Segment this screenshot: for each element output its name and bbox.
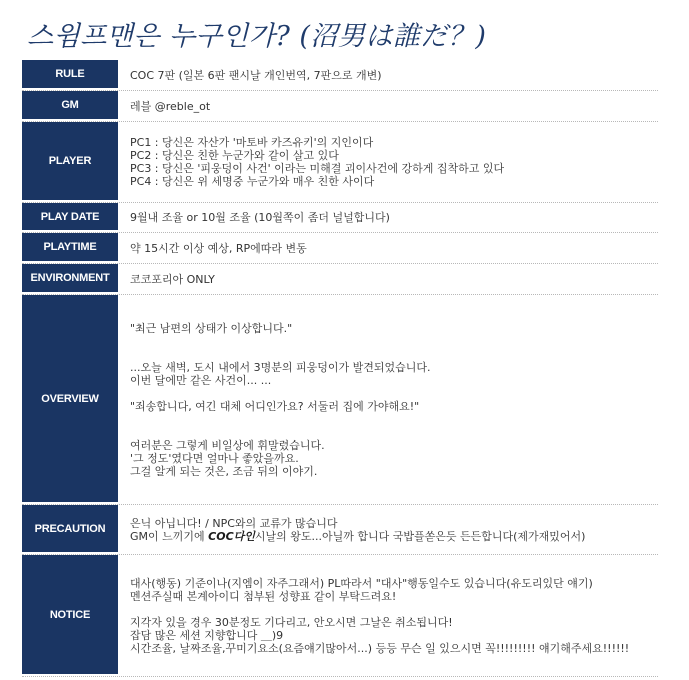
row-play-date xyxy=(22,203,658,233)
notice-line: 지각자 있을 경우 30분정도 기다리고, 안오시면 그날은 취소됩니다! xyxy=(130,615,453,629)
play-date-label: PLAY DATE xyxy=(22,203,118,232)
player-value xyxy=(118,122,658,202)
row-precaution xyxy=(22,505,658,555)
overview-line: ...오늘 새벽, 도시 내에서 3명분의 피웅덩이가 발견되었습니다. xyxy=(130,360,431,374)
precaution-line: 은닉 아닙니다! / NPC와의 교류가 많습니다 xyxy=(130,516,338,530)
overview-value xyxy=(118,295,658,504)
environment-label: ENVIRONMENT xyxy=(22,264,118,294)
row-environment xyxy=(22,264,658,295)
precaution-text: GM이 느끼기에 xyxy=(130,529,209,543)
gm-label: GM xyxy=(22,91,118,121)
rule-label: RULE xyxy=(22,60,118,90)
row-overview xyxy=(22,295,658,505)
overview-line: 그걸 알게 되는 것은, 조금 뒤의 이야기. xyxy=(130,464,318,478)
notice-label: NOTICE xyxy=(22,555,118,676)
overview-line: "죄송합니다, 여긴 대체 어디인가요? 서둘러 집에 가야해요!" xyxy=(130,399,420,413)
precaution-label: PRECAUTION xyxy=(22,505,118,554)
play-date-value: 9월내 조율 or 10월 조율 (10월쪽이 좀더 널널합니다) xyxy=(130,211,390,224)
precaution-text: 시날의 왕도...아닐까 합니다 국밥플쏟은듯 든든합니다(제가재밌어서) xyxy=(254,529,586,543)
page-title: 스윔프맨은 누구인가? (沼男は誰だ？) xyxy=(27,21,487,52)
player-line: PC3 : 당신은 '피웅덩이 사건' 이라는 미해결 괴이사건에 강하게 집착하고 있다 xyxy=(130,162,505,175)
overview-line: "최근 남편의 상태가 이상합니다." xyxy=(130,321,293,335)
notice-line: 잡담 많은 세션 지향합니다 ＿)9 xyxy=(130,628,284,642)
row-gm xyxy=(22,91,658,122)
notice-line: 대사(행동) 기준이나(지엠이 자주그래서) PL따라서 "대사"행동일수도 있습니다(유도리있단 얘기) xyxy=(130,576,593,590)
player-line: PC4 : 당신은 위 세명중 누군가와 매우 친한 사이다 xyxy=(130,175,375,188)
notice-line: 멘션주실때 본계아이디 첨부된 성향표 같이 부탁드려요! xyxy=(130,589,397,603)
playtime-value: 약 15시간 이상 예상, RP에따라 변동 xyxy=(130,241,307,255)
player-label: PLAYER xyxy=(22,122,118,202)
playtime-label: PLAYTIME xyxy=(22,233,118,263)
rule-value: COC 7판 (일본 6판 팬시날 개인번역, 7판으로 개변) xyxy=(130,68,382,82)
player-line: PC2 : 당신은 친한 누군가와 같이 살고 있다 xyxy=(130,149,339,162)
precaution-line xyxy=(130,530,658,543)
row-player xyxy=(22,122,658,203)
environment-value: 코코포리아 ONLY xyxy=(130,272,215,286)
row-playtime xyxy=(22,233,658,264)
notice-value xyxy=(118,555,658,676)
overview-label: OVERVIEW xyxy=(22,295,118,504)
gm-value: 레블 @reble_ot xyxy=(130,99,211,113)
overview-line: 이번 달에만 같은 사건이... ... xyxy=(130,373,272,387)
overview-line: 여러분은 그렇게 비일상에 휘말렸습니다. xyxy=(130,438,325,452)
info-table xyxy=(22,60,658,677)
row-rule xyxy=(22,60,658,91)
notice-line: 시간조율, 날짜조율,꾸미기요소(요즘얘기많아서...) 등등 무슨 일 있으시면 꼭!!!!!!!!! 얘기해주세요!!!!!! xyxy=(130,641,630,655)
row-notice xyxy=(22,555,658,677)
player-line: PC1 : 당신은 자산가 '마토바 카즈유키'의 지인이다 xyxy=(130,136,374,149)
overview-line: '그 정도'였다면 얼마나 좋았을까요. xyxy=(130,451,299,465)
precaution-emphasis: COC다인 xyxy=(208,529,255,543)
precaution-value xyxy=(118,505,658,554)
